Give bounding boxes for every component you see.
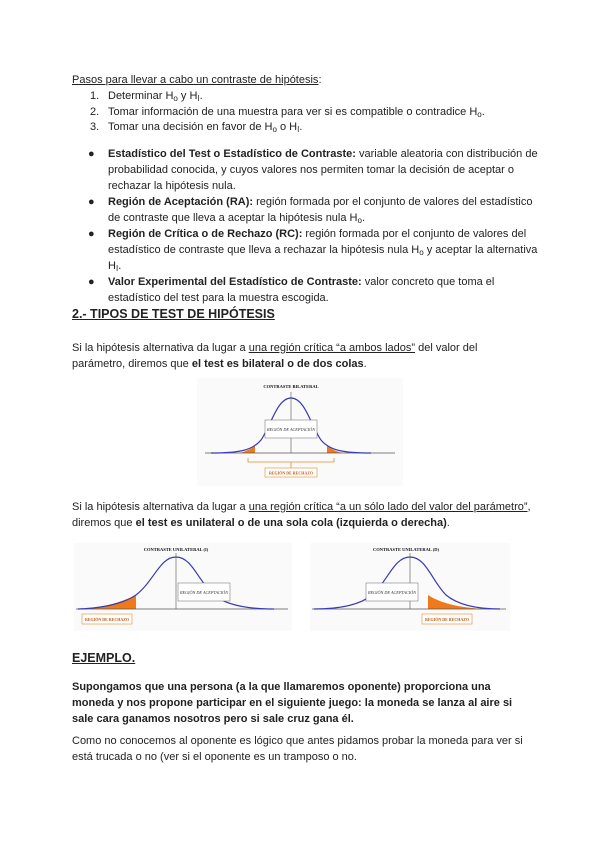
figure-bilateral [197,378,403,486]
list-item: 1. Determinar $H_o$ y $H_I$. [90,90,203,103]
definitions-list [88,146,538,306]
figure-unilateral-left [74,543,292,631]
figure-title: CONTRASTE BILATERAL [263,384,319,389]
ejemplo-heading: EJEMPLO. [72,651,136,665]
list-item: ● Valor Experimental del Estadístico de Contraste: valor concreto que toma el estadístico del test para la muestra escogida. [88,276,495,304]
bullet-icon: ● [88,276,95,288]
list-item: ● Estadístico del Test o Estadístico de Contraste: variable aleatoria con distribución de probabilidad conocida, y cuyos valores nos permiten tomar la decisión de aceptar o rechazar la hipótesis nula. [88,148,538,192]
list-item: 3. Tomar una decisión en favor de $H_o$ o $H_I$. [90,121,303,134]
figure-unilateral-right [310,543,510,631]
bullet-icon: ● [88,228,95,240]
reject-label: REGIÓN DE RECHAZO [424,617,470,622]
bracket [248,458,334,468]
figure-title: CONTRASTE UNILATERAL (I) [143,547,209,552]
accept-label: REGIÓN DE ACEPTACIÓN [180,590,228,595]
ejemplo-bold-paragraph: Supongamos que una persona (a la que llamaremos oponente) proporciona una moneda y nos propone participar en el siguiente juego: la moneda se lanza al aire si sale cara ganamos nosotros pero si sale cruz gana él. [72,681,513,725]
ejemplo-paragraph: Como no conocemos al oponente es lógico que antes pidamos probar la moneda para ver si está trucada o no (ver si el oponente es un tramposo o no. [72,735,523,763]
intro-title-text: Pasos para llevar a cabo un contraste de hipótesis [72,74,319,86]
list-item: ● Región de Aceptación (RA): región formada por el conjunto de valores del estadístico de contraste que lleva a aceptar la hipótesis nula $H_o$. [88,196,533,225]
intro-title: Pasos para llevar a cabo un contraste de hipótesis: [72,74,322,86]
accept-label: REGIÓN DE ACEPTACIÓN [267,427,315,432]
steps-list [72,88,542,135]
reject-label: REGIÓN DE RECHAZO [84,617,130,622]
reject-label: REGIÓN DE RECHAZO [268,470,314,476]
figure-title: CONTRASTE UNILATERAL (D) [373,547,439,552]
list-item: ● Región de Crítica o de Rechazo (RC): región formada por el conjunto de valores del estadístico de contraste que lleva a rechazar la hipótesis nula $H_o$ y aceptar la alternativa $H_I$. [88,228,538,273]
left-reject-fill [78,595,136,609]
list-item: 2. Tomar información de una muestra para ver si es compatible o contradice $H_o$. [90,105,485,119]
bullet-icon: ● [88,148,95,160]
bullet-icon: ● [88,196,95,208]
accept-label: REGIÓN DE ACEPTACIÓN [368,590,416,595]
section-heading: 2.- TIPOS DE TEST DE HIPÓTESIS [72,307,275,321]
paragraph-bilateral: Si la hipótesis alternativa da lugar a una región crítica “a ambos lados” del valor del parámetro, diremos que el test es bilateral o de dos colas. [72,342,478,370]
paragraph-unilateral: Si la hipótesis alternativa da lugar a una región crítica “a un sólo lado del valor del parámetro”, diremos que el test es unilateral o de una sola cola (izquierda o derecha). [72,501,531,529]
